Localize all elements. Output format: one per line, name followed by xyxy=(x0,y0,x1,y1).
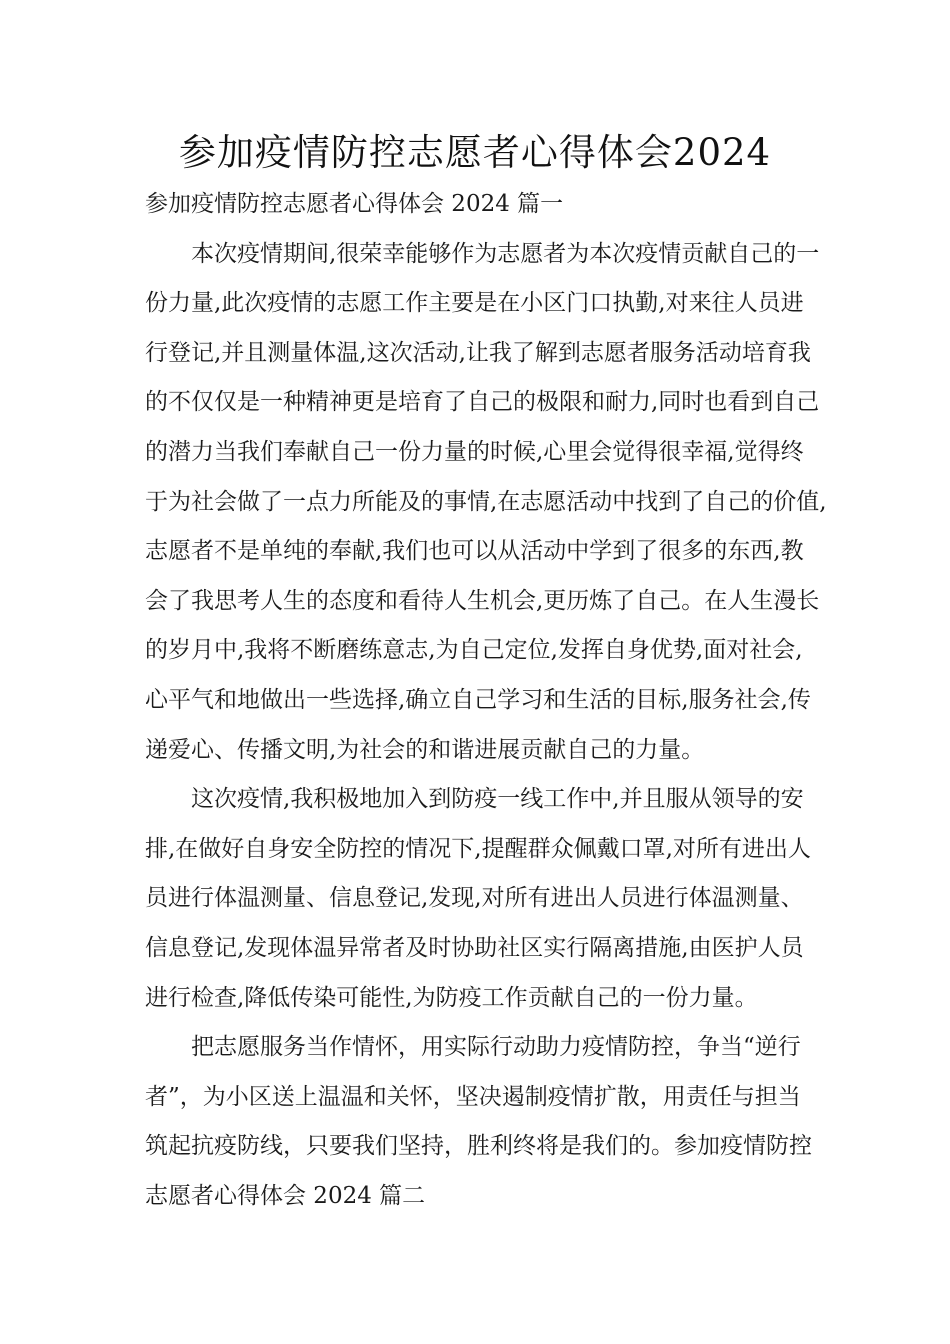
paragraph-line: 的潜力当我们奉献自己一份力量的时候,心里会觉得很幸福,觉得终 xyxy=(145,438,804,465)
paragraph-line: 于为社会做了一点力所能及的事情,在志愿活动中找到了自己的价值, xyxy=(145,488,827,515)
paragraph-line: 排,在做好自身安全防控的情况下,提醒群众佩戴口罩,对所有进出人 xyxy=(145,835,811,862)
document-body xyxy=(145,180,825,1221)
paragraph-line: 递爱心、传播文明,为社会的和谐进展贡献自己的力量。 xyxy=(145,736,705,763)
paragraph-line: 的不仅仅是一种精神更是培育了自己的极限和耐力,同时也看到自己 xyxy=(145,389,820,416)
paragraph-line: 者”，为小区送上温温和关怀，坚决遏制疫情扩散，用责任与担当 xyxy=(145,1083,801,1110)
paragraph-line: 员进行体温测量、信息登记,发现,对所有进出人员进行体温测量、 xyxy=(145,885,804,912)
paragraph-line: 心平气和地做出一些选择,确立自己学习和生活的目标,服务社会,传 xyxy=(145,686,811,713)
paragraph-line: 这次疫情,我积极地加入到防疫一线工作中,并且服从领导的安 xyxy=(191,786,804,813)
paragraph-line: 份力量,此次疫情的志愿工作主要是在小区门口执勤,对来往人员进 xyxy=(145,290,804,317)
paragraph-line: 的岁月中,我将不断磨练意志,为自己定位,发挥自身优势,面对社会, xyxy=(145,637,803,664)
paragraph-line: 志愿者心得体会 2024 篇二 xyxy=(145,1182,426,1209)
paragraph-line: 把志愿服务当作情怀，用实际行动助力疫情防控，争当“逆行 xyxy=(191,1034,801,1061)
section-heading: 参加疫情防控志愿者心得体会 2024 篇一 xyxy=(145,191,564,217)
paragraph-line: 筑起抗疫防线，只要我们坚持，胜利终将是我们的。参加疫情防控 xyxy=(145,1133,812,1160)
paragraph-line: 会了我思考人生的态度和看待人生机会,更历炼了自己。在人生漫长 xyxy=(145,587,820,614)
paragraph-line: 进行检查,降低传染可能性,为防疫工作贡献自己的一份力量。 xyxy=(145,984,758,1011)
paragraph-line: 志愿者不是单纯的奉献,我们也可以从活动中学到了很多的东西,教 xyxy=(145,538,804,565)
document-title: 参加疫情防控志愿者心得体会2024 xyxy=(178,131,772,174)
paragraph-line: 信息登记,发现体温异常者及时协助社区实行隔离措施,由医护人员 xyxy=(145,934,804,961)
paragraph-line: 本次疫情期间,很荣幸能够作为志愿者为本次疫情贡献自己的一 xyxy=(191,240,820,267)
paragraph-line: 行登记,并且测量体温,这次活动,让我了解到志愿者服务活动培育我 xyxy=(145,339,811,366)
